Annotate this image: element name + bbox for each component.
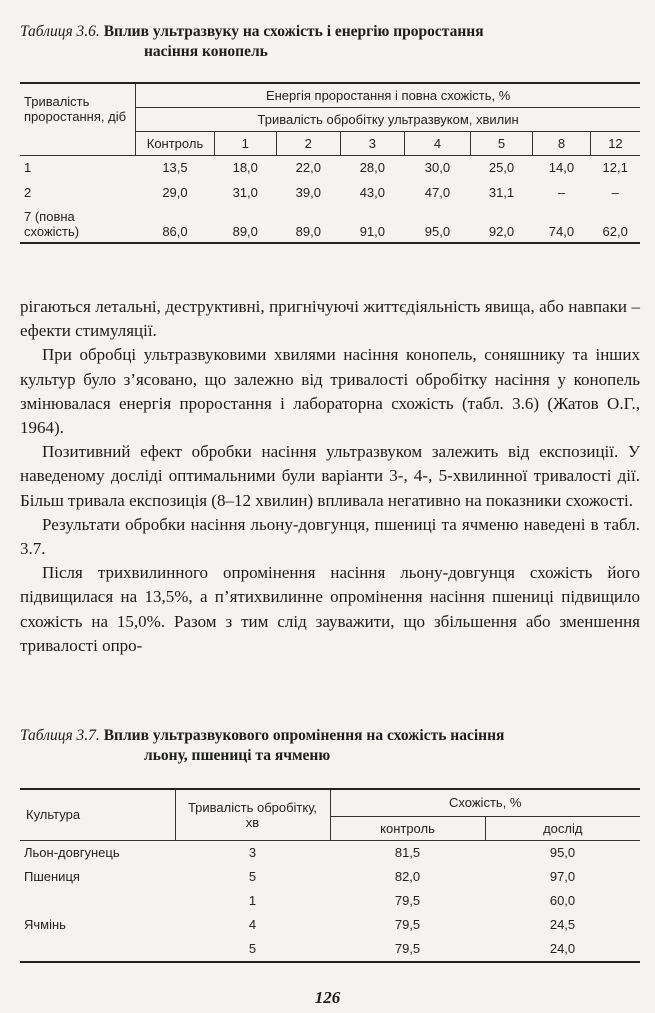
table-cell: 5	[248, 868, 257, 884]
header-col-4: 4	[404, 131, 470, 155]
table-cell: 95,0	[424, 224, 451, 239]
table-row	[20, 155, 640, 179]
header-duration-min: Тривалість обробітку, хв	[175, 789, 330, 840]
table-cell: 14,0	[548, 159, 575, 175]
header-culture: Культура	[20, 789, 175, 840]
table-cell: 22,0	[295, 159, 321, 175]
culture-cell	[20, 888, 175, 912]
table-cell: –	[611, 184, 619, 200]
table-row	[20, 205, 640, 243]
table-cell: 74,0	[548, 224, 575, 239]
table-cell: 28,0	[359, 159, 385, 175]
table-cell: 62,0	[602, 224, 628, 239]
table-row	[20, 936, 640, 962]
culture-cell: Ячмінь	[24, 916, 66, 932]
header-experiment: дослід	[485, 816, 640, 840]
table-cell: 86,0	[162, 224, 188, 239]
table-cell: 81,5	[394, 844, 421, 860]
header-col-control: Контроль	[136, 131, 215, 155]
table-cell: 43,0	[359, 184, 385, 200]
table-row	[20, 888, 640, 912]
row-label: 1	[24, 159, 32, 175]
table-cell: 25,0	[488, 159, 515, 175]
header-col-5: 5	[471, 131, 533, 155]
paragraph: Після трихвилинного опромінення насіння льону-довгунця схожість його підвищилася на 13,5%, а п’ятихвилинне опромінення насіння пшениці підвищило схожість на 15,0%. Разом з тим слід зауважити, що збільшення або зменшення тривалості опро-	[20, 563, 640, 655]
table-cell: 31,0	[232, 184, 258, 200]
table-3-7-caption	[20, 726, 645, 766]
paragraph: При обробці ультразвуковими хвилями насіння конопель, соняшнику та інших культур було з’ясовано, що залежно від тривалості обробітку насіння у конопель змінювалася енергія проростання і лабораторна схожість (табл. 3.6) (Жатов О.Г., 1964).	[20, 345, 640, 438]
header-col-3: 3	[340, 131, 404, 155]
body-text	[20, 295, 640, 658]
table-cell: 24,5	[549, 916, 576, 932]
table-cell: 60,0	[549, 892, 576, 908]
table-cell: 97,0	[549, 868, 576, 884]
table-3-7-label: Таблиця 3.7.	[20, 727, 100, 744]
table-cell: 3	[248, 844, 257, 860]
table-cell: 47,0	[424, 184, 451, 200]
table-row	[20, 912, 640, 936]
table-cell: 79,5	[394, 916, 421, 932]
header-col-8: 8	[533, 131, 591, 155]
paragraph: Результати обробки насіння льону-довгунця, пшениці та ячменю наведені в табл. 3.7.	[20, 514, 640, 559]
table-row	[20, 840, 640, 864]
header-treatment-duration: Тривалість обробітку ультразвуком, хвилин	[136, 107, 640, 131]
table-cell: 4	[248, 916, 257, 932]
paragraph: рігаються летальні, деструктивні, пригнічуючі життєдіяльність явища, або навпаки – ефекти стимуляції.	[20, 297, 640, 341]
table-cell: 31,1	[488, 184, 515, 200]
header-control: контроль	[330, 816, 485, 840]
culture-cell: Пшениця	[24, 868, 80, 884]
header-duration-days: Тривалість проростання, діб	[20, 83, 136, 155]
table-3-6-caption	[20, 22, 645, 62]
header-col-2: 2	[276, 131, 340, 155]
paragraph: Позитивний ефект обробки насіння ультразвуком залежить від експозиції. У наведеному досліді оптимальними були варіанти 3-, 4-, 5-хвилинної тривалості дії. Більш тривала експозиція (8–12 хвилин) впливала негативно на показники схожості.	[20, 442, 640, 510]
table-cell: 24,0	[549, 941, 576, 956]
table-cell: 13,5	[162, 159, 188, 175]
table-row	[20, 864, 640, 888]
table-cell: –	[557, 184, 566, 200]
table-cell: 29,0	[162, 184, 188, 200]
table-cell: 89,0	[232, 224, 258, 239]
table-3-7-title: Вплив ультразвукового опромінення на схожість насіння	[103, 727, 505, 744]
table-cell: 82,0	[394, 868, 421, 884]
table-cell: 92,0	[488, 224, 515, 239]
table-row	[20, 179, 640, 205]
table-cell: 1	[248, 892, 257, 908]
table-cell: 18,0	[232, 159, 258, 175]
header-col-1: 1	[214, 131, 276, 155]
table-3-6-title: Вплив ультразвуку на схожість і енергію проростання	[103, 23, 484, 40]
table-cell: 30,0	[424, 159, 451, 175]
table-cell: 79,5	[394, 892, 421, 908]
table-3-6-label: Таблиця 3.6.	[20, 23, 100, 40]
header-germination-group: Схожість, %	[330, 789, 640, 816]
table-cell: 91,0	[359, 224, 385, 239]
table-3-7-title-cont: льону, пшениці та ячменю	[144, 747, 331, 764]
table-cell: 79,5	[394, 941, 421, 956]
table-3-6	[20, 82, 640, 244]
culture-cell	[20, 936, 175, 962]
table-cell: 12,1	[602, 159, 628, 175]
table-cell: 5	[248, 941, 257, 956]
row-label: 7 (повна схожість)	[24, 208, 80, 239]
header-col-12: 12	[590, 131, 640, 155]
table-cell: 95,0	[549, 844, 576, 860]
header-energy-group: Енергія проростання і повна схожість, %	[136, 83, 640, 107]
page-number: 126	[314, 988, 341, 1007]
table-3-6-title-cont: насіння конопель	[144, 43, 268, 60]
table-cell: 39,0	[295, 184, 321, 200]
table-cell: 89,0	[295, 224, 321, 239]
table-3-7	[20, 788, 640, 963]
row-label: 2	[24, 184, 32, 200]
culture-cell: Льон-довгунець	[24, 844, 120, 860]
